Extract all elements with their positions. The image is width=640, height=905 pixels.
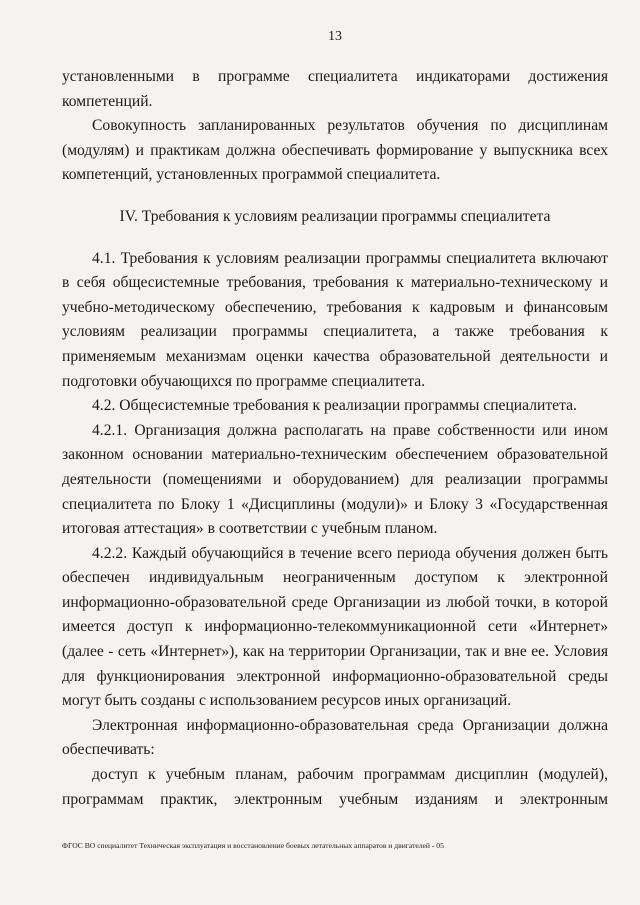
document-body: [62, 65, 608, 812]
paragraph: 4.2.1. Организация должна располагать на праве собственности или ином законном основании материально-техническим обеспечением образовательной деятельности (помещениями и оборудованием) для реализации программы специалитета по Блоку 1 «Дисциплины (модули)» и Блоку 3 «Государственная итоговая аттестация» в соответствии с учебным планом.: [62, 421, 608, 538]
paragraph: 4.1. Требования к условиям реализации программы специалитета включают в себя общесистемные требования, требования к материально-техническому и учебно-методическому обеспечению, требования к кадровым и финансовым условиям реализации программы специалитета, а также требования к применяемым механизмам оценки качества образовательной деятельности и подготовки обучающихся по программе специалитета.: [62, 249, 608, 390]
section-heading: IV. Требования к условиям реализации программы специалитета: [119, 207, 551, 225]
paragraph: Совокупность запланированных результатов обучения по дисциплинам (модулям) и практикам должна обеспечивать формирование у выпускника всех компетенций, установленных программой специалитета.: [62, 117, 608, 184]
paragraph: Электронная информационно-образовательная среда Организации должна обеспечивать:: [62, 716, 608, 759]
page-number: 13: [328, 29, 342, 44]
paragraph: установленными в программе специалитета индикаторами достижения компетенций.: [62, 68, 608, 110]
paragraph: 4.2. Общесистемные требования к реализации программы специалитета.: [92, 397, 577, 415]
paragraph-continued: доступ к учебным планам, рабочим программам дисциплин (модулей), программам практик, электронным учебным изданиям и электронным: [62, 766, 608, 808]
paragraph: 4.2.2. Каждый обучающийся в течение всего периода обучения должен быть обеспечен индивидуальным неограниченным доступом к электронной информационно-образовательной среде Организации из любой точки, в которой имеется доступ к информационно-телекоммуникационной сети «Интернет» (далее - сеть «Интернет»), как на территории Организации, так и вне ее. Условия для функционирования электронной информационно-образовательной среды могут быть созданы с использованием ресурсов иных организаций.: [62, 544, 608, 710]
footer-text: ФГОС ВО специалитет Техническая эксплуатация и восстановление боевых летательных аппаратов и двигателей - 05: [62, 841, 444, 850]
